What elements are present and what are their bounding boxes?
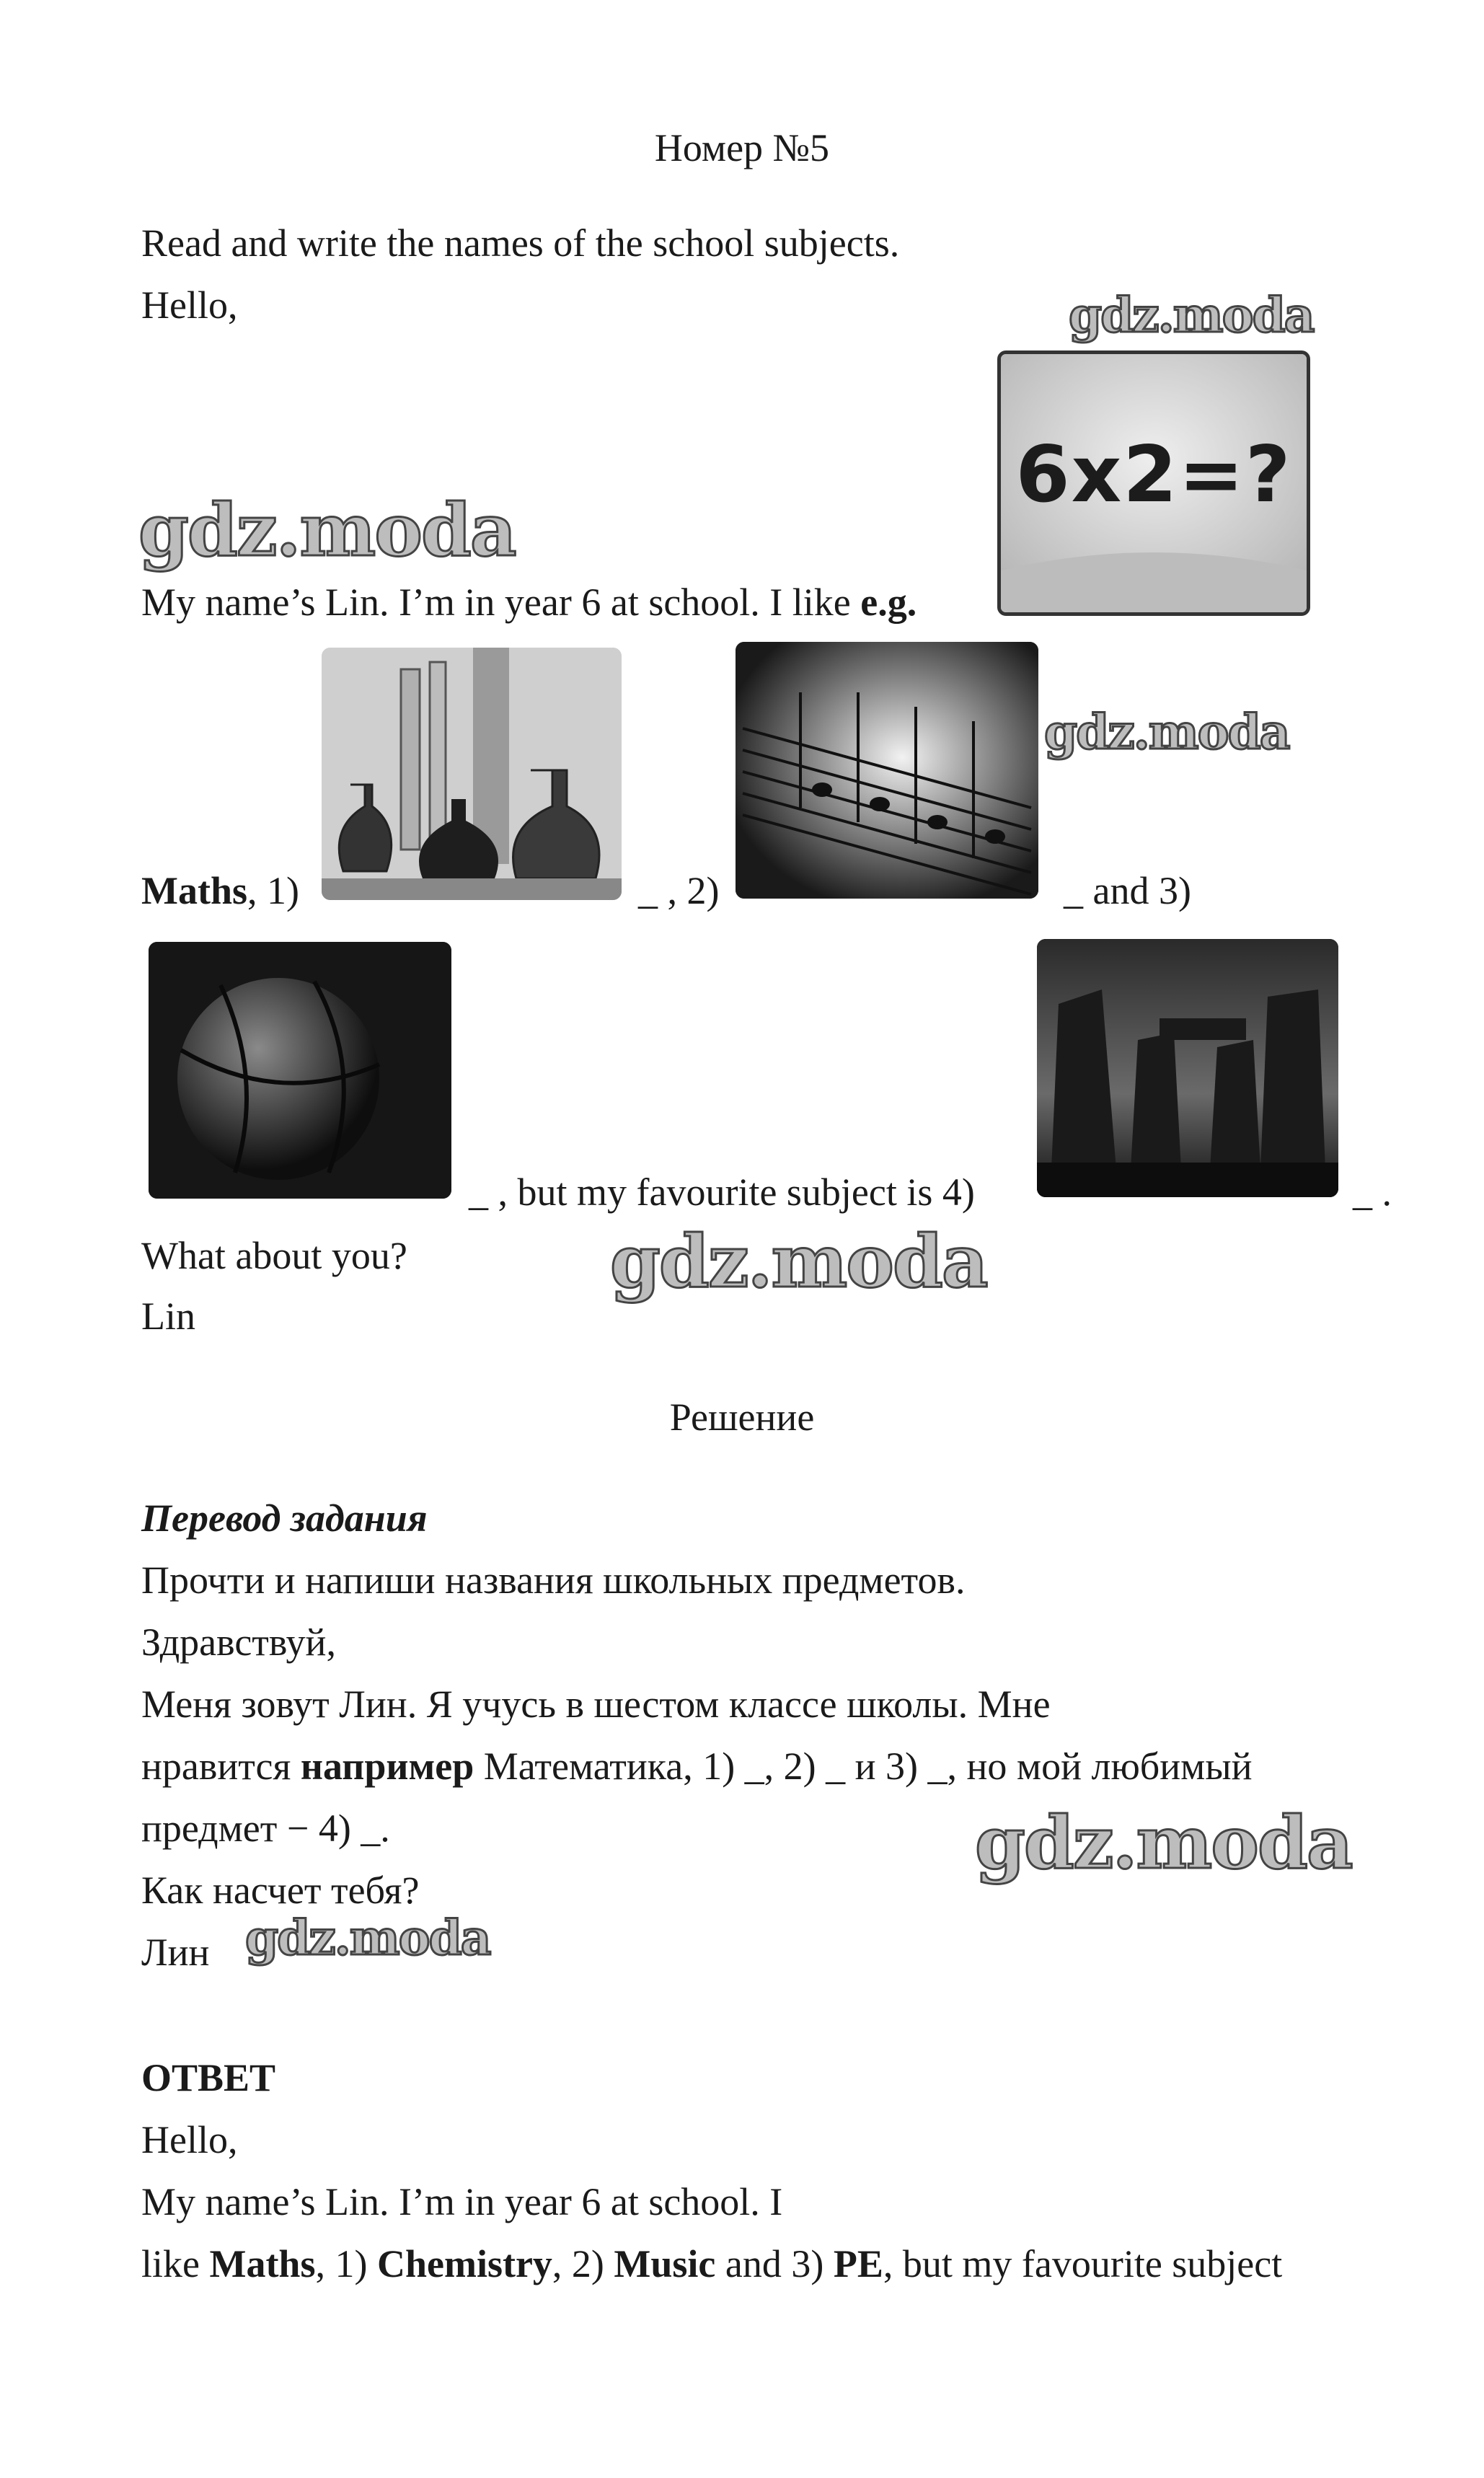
maths-board-text: 6x2=? [1015,430,1292,520]
translation-intro: Меня зовут Лин. Я учусь в шестом классе школы. Мне [141,1683,1051,1726]
history-image [1037,939,1338,1197]
chemistry-flasks-icon [322,648,622,900]
watermark: gdz.moda [975,1800,1352,1885]
stonehenge-icon [1037,939,1338,1197]
translation-greeting: Здравствуй, [141,1621,336,1664]
answer-tail: , but my favourite subject [883,2242,1283,2285]
answer-like: like [141,2242,210,2285]
task-maths: Maths [141,869,247,912]
task-eg: e.g. [860,581,917,624]
watermark: gdz.moda [245,1910,490,1966]
answer-chemistry: Chemistry [376,2242,552,2285]
translation-likes-b: например [300,1745,474,1788]
answer-greeting: Hello, [141,2118,238,2161]
watermark: gdz.moda [1044,704,1289,760]
task-intro: My name’s Lin. I’m in year 6 at school. I like [141,581,861,624]
task-signature: Lin [141,1295,195,1338]
task-gap-2: _ and 3) [1064,869,1191,912]
maths-board-image [997,350,1310,616]
pe-image [149,942,451,1199]
answer-heading: ОТВЕТ [141,2056,276,2099]
watermark: gdz.moda [610,1219,987,1304]
music-image [736,642,1038,899]
answer-music: Music [614,2242,716,2285]
translation-instruction: Прочти и напиши названия школьных предметов. [141,1558,966,1602]
watermark: gdz.moda [1069,287,1314,343]
task-line-1 [141,865,299,916]
answer-pe: PE [833,2242,883,2285]
page-title: Номер №5 [654,126,830,169]
translation-likes [141,1741,1253,1791]
music-notes-icon [736,642,1038,899]
answer-n2: , 2) [552,2242,614,2285]
watermark: gdz.moda [138,488,516,573]
basketball-icon [149,942,451,1199]
task-gap-1: _ , 2) [638,869,720,912]
translation-signature: Лин [141,1931,210,1974]
task-num-1: , 1) [247,869,299,912]
task-instruction: Read and write the names of the school subjects. [141,221,900,265]
task-greeting: Hello, [141,283,238,327]
task-question: What about you? [141,1234,407,1277]
task-gap-4: _ . [1353,1170,1392,1214]
answer-n1: , 1) [315,2242,377,2285]
task-intro-line [141,577,917,627]
answer-maths: Maths [209,2242,316,2285]
answer-likes [141,2239,1282,2289]
translation-likes-a: нравится [141,1745,301,1788]
translation-favourite: предмет − 4) _. [141,1807,390,1850]
chemistry-image [322,648,622,900]
translation-likes-c: Математика, 1) _, 2) _ и 3) _, но мой любимый [474,1745,1253,1788]
translation-question: Как насчет тебя? [141,1869,420,1912]
translation-heading: Перевод задания [141,1496,428,1540]
answer-n3: and 3) [715,2242,834,2285]
task-gap-3: _ , but my favourite subject is 4) [469,1170,975,1214]
answer-intro: My name’s Lin. I’m in year 6 at school. I [141,2180,783,2223]
solution-heading: Решение [669,1395,815,1439]
